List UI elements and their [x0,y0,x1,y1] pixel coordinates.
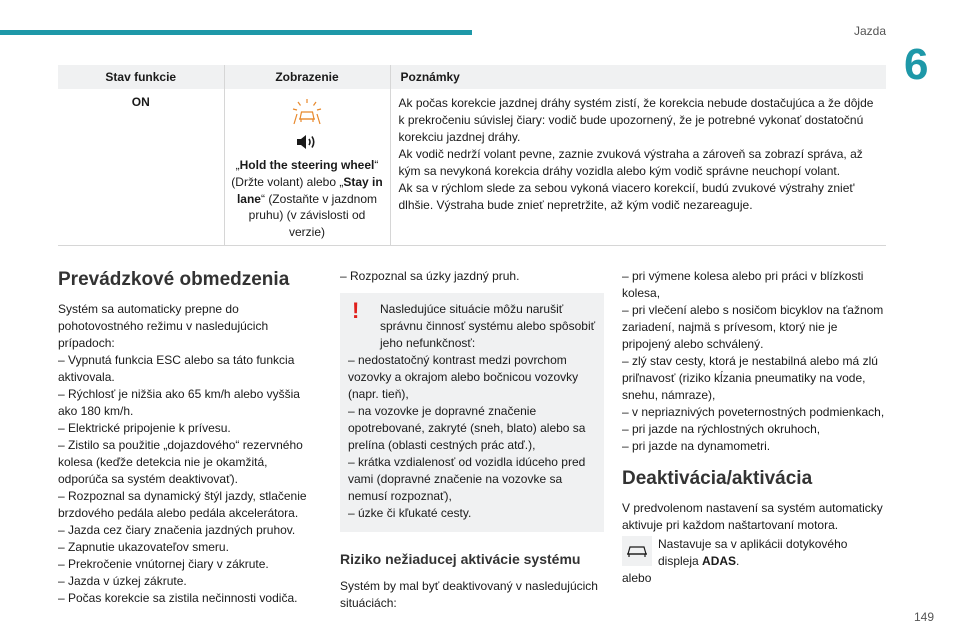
display-cell [224,89,390,245]
table-row [58,89,886,245]
table-header-notes: Poznámky [390,65,886,89]
warning-list-item: – úzke či kľukaté cesty. [348,506,472,521]
note-paragraph: Ak sa v rýchlom slede za sebou vykoná viacero korekcií, budú zvukové výstrahy zniet' dlhšie. Výstraha bude znieť nepretržite, až kým vodič nezareaguje. [398,181,855,213]
section-name: Jazda [853,24,886,38]
list-item: – Vypnutá funkcia ESC alebo sa táto funkcia aktivovala. [58,352,295,384]
warning-text: Nasledujúce situácie môžu narušiť správnu činnosť systému alebo spôsobiť jeho nefunkčnosť: [380,302,596,351]
car-icon [622,536,652,566]
table-header-row [58,65,886,89]
warning-header [348,298,596,352]
operating-limits-title: Prevádzkové obmedzenia [58,269,290,290]
deactivation-title: Deaktivácia/aktivácia [622,468,813,490]
list-item: – Rýchlosť je nižšia ako 65 km/h alebo vyššia ako 180 km/h. [58,386,300,418]
ads-text-end: . [736,554,740,569]
speaker-icon [294,131,320,153]
function-state-table [58,65,886,246]
warning-box [340,293,604,532]
list-item: – Jazda cez čiary značenia jazdných pruhov. [58,523,296,538]
list-item: – Rozpoznal sa dynamický štýl jazdy, stlačenie brzdového pedála alebo pedála akcelerátora. [58,489,307,521]
list-item: – pri výmene kolesa alebo pri práci v blízkosti kolesa, [622,269,864,301]
list-item: – zlý stav cesty, ktorá je nestabilná alebo má zlú priľnavosť (riziko kĺzania pneumatiky na vode, snehu, námraze), [622,354,878,403]
list-item: – Jazda v úzkej zákrute. [58,574,187,589]
display-text-mid: “ (Držte volant) alebo „ [231,158,379,189]
note-paragraph: Ak počas korekcie jazdnej dráhy systém zistí, že korekcia nebude dostačujúca a že dôjde k prekročeniu súvislej čiary: vodič bude upozornený, že je potrebné vykonať dostatočnú korekciu jazdnej dráhy. [398,96,874,145]
display-message-1: Hold the steering wheel [239,158,375,172]
warning-list-item: – nedostatočný kontrast medzi povrchom vozovky a okrajom alebo bočnicou vozovky (napr. tieň), [348,353,579,402]
list-item: – Počas korekcie sa zistila nečinnosti vodiča. [58,591,298,606]
list-item: – Zapnutie ukazovateľov smeru. [58,540,229,555]
operating-limits-intro: Systém sa automaticky prepne do pohotovostného režimu v nasledujúcich prípadoch: [58,301,269,350]
lane-keeping-warning-icon [290,97,324,127]
display-text-end: “ (Zostaňte v jazdnom pruhu) (v závislosti od verzie) [248,191,378,240]
display-message-2: Stay in lane [236,174,383,206]
ads-label: ADAS [702,554,737,569]
warning-icon: ! [352,298,360,324]
deactivation-body: V predvolenom nastavení sa systém automaticky aktivuje pri každom naštartovaní motora. [622,501,883,533]
ads-text-main: Nastavuje sa v aplikácii dotykového displeja [658,537,848,569]
list-item: – Prekročenie vnútornej čiary v zákrute. [58,557,269,572]
ads-instruction [622,536,888,570]
list-item: – Zistilo sa použitie „dojazdového“ rezervného kolesa (keďže detekcia nie je okamžitá, odporúča sa systém deaktivovať). [58,437,303,486]
unwanted-activation-body: Systém by mal byť deaktivovaný v nasledujúcich situáciách: [340,579,598,611]
operating-limits-column [58,268,308,607]
conditions-column [340,268,604,612]
ads-text [658,536,888,570]
list-item: – v nepriaznivých poveternostných podmienkach, [622,405,885,420]
or-text: alebo [622,571,652,586]
deactivation-column [622,268,888,587]
warning-list-item: – na vozovke je dopravné značenie opotrebované, zakryté (sneh, blato) alebo sa prelína (oblasti cestných prác atď.), [348,404,586,453]
list-item: – pri jazde na rýchlostných okruhoch, [622,422,821,437]
display-text-quote: „ [235,158,240,172]
unwanted-activation-title: Riziko nežiaducej aktivácie systému [340,551,581,568]
list-item: – Rozpoznal sa úzky jazdný pruh. [340,269,520,283]
note-paragraph: Ak vodič nedrží volant pevne, zaznie zvuková výstraha a zároveň sa zobrazí správa, až kým sa nevykoná korekcia dráhy vozidla alebo kým vodič správne neuchopí volant. [398,147,863,179]
notes-cell [390,89,886,245]
list-item: – Elektrické pripojenie k prívesu. [58,420,231,435]
list-item: – pri vlečení alebo s nosičom bicyklov na ťažnom zariadení, najmä s prívesom, ktorý nie je pripojený alebo schválený. [622,303,884,352]
warning-list-item: – krátka vzdialenosť od vozidla idúceho pred vami (dopravné značenie na vozovke sa nemusí rozpoznať), [348,455,586,504]
table-header-state: Stav funkcie [58,65,224,89]
list-item: – pri jazde na dynamometri. [622,439,771,454]
page-number: 149 [913,610,934,624]
chapter-number: 6 [904,40,929,89]
top-accent-bar [0,30,472,35]
table-header-display: Zobrazenie [224,65,390,89]
state-cell: ON [58,89,224,245]
